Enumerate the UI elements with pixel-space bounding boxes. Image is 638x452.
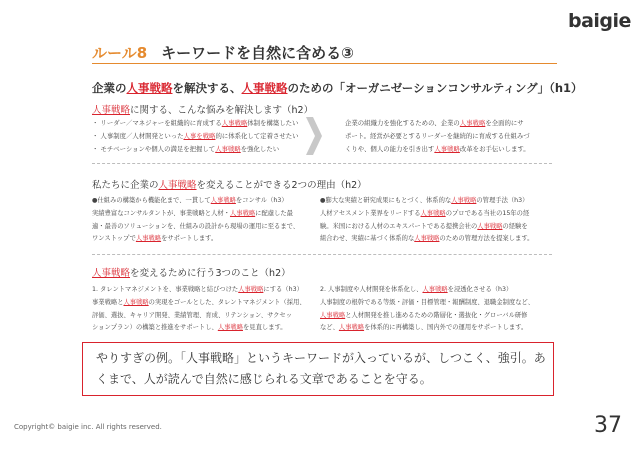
warning-callout xyxy=(82,342,554,396)
keyword: 人事戦略 xyxy=(92,105,131,116)
h1-heading: 企業の人事戦略を解決する、人事戦略のための「オーガニゼーションコンサルティング」（h1） xyxy=(92,81,583,95)
keyword: 人事戦略 xyxy=(477,222,503,230)
copyright: Copyright© baigie inc. All rights reserved. xyxy=(14,423,162,431)
section2-heading: 私たちに企業の人事戦略を変えることができる2つの理由（h2） xyxy=(92,180,367,191)
list-item: ・ リーダー／マネジャーを組織的に育成する人事戦略体制を構築したい xyxy=(92,119,299,127)
keyword: 人事戦略 xyxy=(320,311,346,319)
keyword: 人事戦略 xyxy=(238,286,264,293)
action-1: 1. タレントマネジメントを、事業戦略と結びつけた人事戦略にする（h3） 事業戦略と人事戦略の実現をゴールとした、タレントマネジメント（採用、 評価、選抜、キャリア開発、業績管理、育成、リテンション、サクセッ ションプラン）の構築と推進をサポートし、人事戦略を見直します。 xyxy=(92,286,306,332)
callout-line: やりすぎの例。「人事戦略」というキーワードが入っているが、しつこく、強引。あ xyxy=(96,351,546,365)
keyword: 人事戦略 xyxy=(459,119,486,127)
title-text: キーワードを自然に含める③ xyxy=(161,44,354,62)
keyword: 人事戦略 xyxy=(210,197,236,204)
concern-list xyxy=(92,117,299,156)
reason-2: ●膨大な実績と研究成果にもとづく、体系的な人事戦略の管理手法（h3） 人材アセスメント業界をリードする人事戦略のプロである当社の15年の経 験。米国における人材のエキスパートである提携会社の人事戦略の経験を 組合わせ、実績に基づく体系的な人事戦略のための管理方法を提案します。 xyxy=(320,197,534,243)
keyword: 人事戦略 xyxy=(420,209,446,217)
solution-text: 企業の組織力を強化するための、企業の人事戦略を全面的にサ ポート。経営が必要とするリーダーを継続的に育成する仕組みづ くりや、個人の能力を引き出す人事戦略改革をお手伝いします。 xyxy=(345,119,530,153)
action-2: 2. 人事制度や人材開発を体系化し、人事戦略を浸透化させる（h3） 人事制度の根幹である等級・評価・目標管理・報酬制度、退職金制度など、 人事戦略と人材開発を推し進めるための階層化・選抜化・グローバル研修 など、人事戦略を体系的に再構築し、国内外での運用をサポートします。 xyxy=(320,286,535,332)
keyword: 人事戦略 xyxy=(338,324,365,332)
keyword: 人事戦略 xyxy=(451,197,477,204)
rule-number: ルール8 xyxy=(92,44,148,62)
section-divider xyxy=(92,163,552,164)
list-item: ・ モチベーションや個人の満足を把握して人事戦略を強化したい xyxy=(92,145,280,153)
page-title xyxy=(92,42,354,63)
keyword: 人事戦略 xyxy=(126,81,173,95)
keyword: 人事戦略 xyxy=(434,145,460,153)
keyword: 人事戦略 xyxy=(158,180,197,191)
list-item: ・ 人事制度／人材開発といった人事を戦略的に体系化して定着させたい xyxy=(92,132,299,140)
baigie-logo: baigie xyxy=(568,10,631,32)
keyword: 人事戦略 xyxy=(215,145,241,153)
page-number: 37 xyxy=(594,413,622,438)
keyword: 人事戦略 xyxy=(422,286,448,293)
callout-line: くまで、人が読んで自然に感じられる文章であることを守る。 xyxy=(96,372,432,386)
keyword: 人事戦略 xyxy=(217,324,243,332)
keyword: 人事を戦略 xyxy=(183,132,216,140)
keyword: 人事戦略 xyxy=(135,235,162,243)
chevron-right-icon xyxy=(306,117,322,155)
keyword: 人事戦略 xyxy=(123,298,149,306)
keyword: 人事戦略 xyxy=(92,268,131,279)
keyword: 人事戦略 xyxy=(414,235,440,243)
section1-heading: 人事戦略に関する、こんな悩みを解決します（h2） xyxy=(92,105,314,116)
keyword: 人事戦略 xyxy=(229,209,256,217)
title-underline xyxy=(92,63,557,64)
section-divider xyxy=(92,254,552,255)
keyword: 人事戦略 xyxy=(241,81,288,95)
reason-1: ●仕組みの構築から機能化まで、一貫して人事戦略をコンサル（h3） 実績豊富なコンサルタントが、事業戦略と人材・人事戦略に配慮した最 適・最善のソリューションを、仕組みの設計から現場の運用に至るまで、 ワンストップで人事戦略をサポートします。 xyxy=(92,197,300,243)
keyword: 人事戦略 xyxy=(221,119,248,127)
section3-heading: 人事戦略を変えるために行う3つのこと（h2） xyxy=(92,268,291,279)
